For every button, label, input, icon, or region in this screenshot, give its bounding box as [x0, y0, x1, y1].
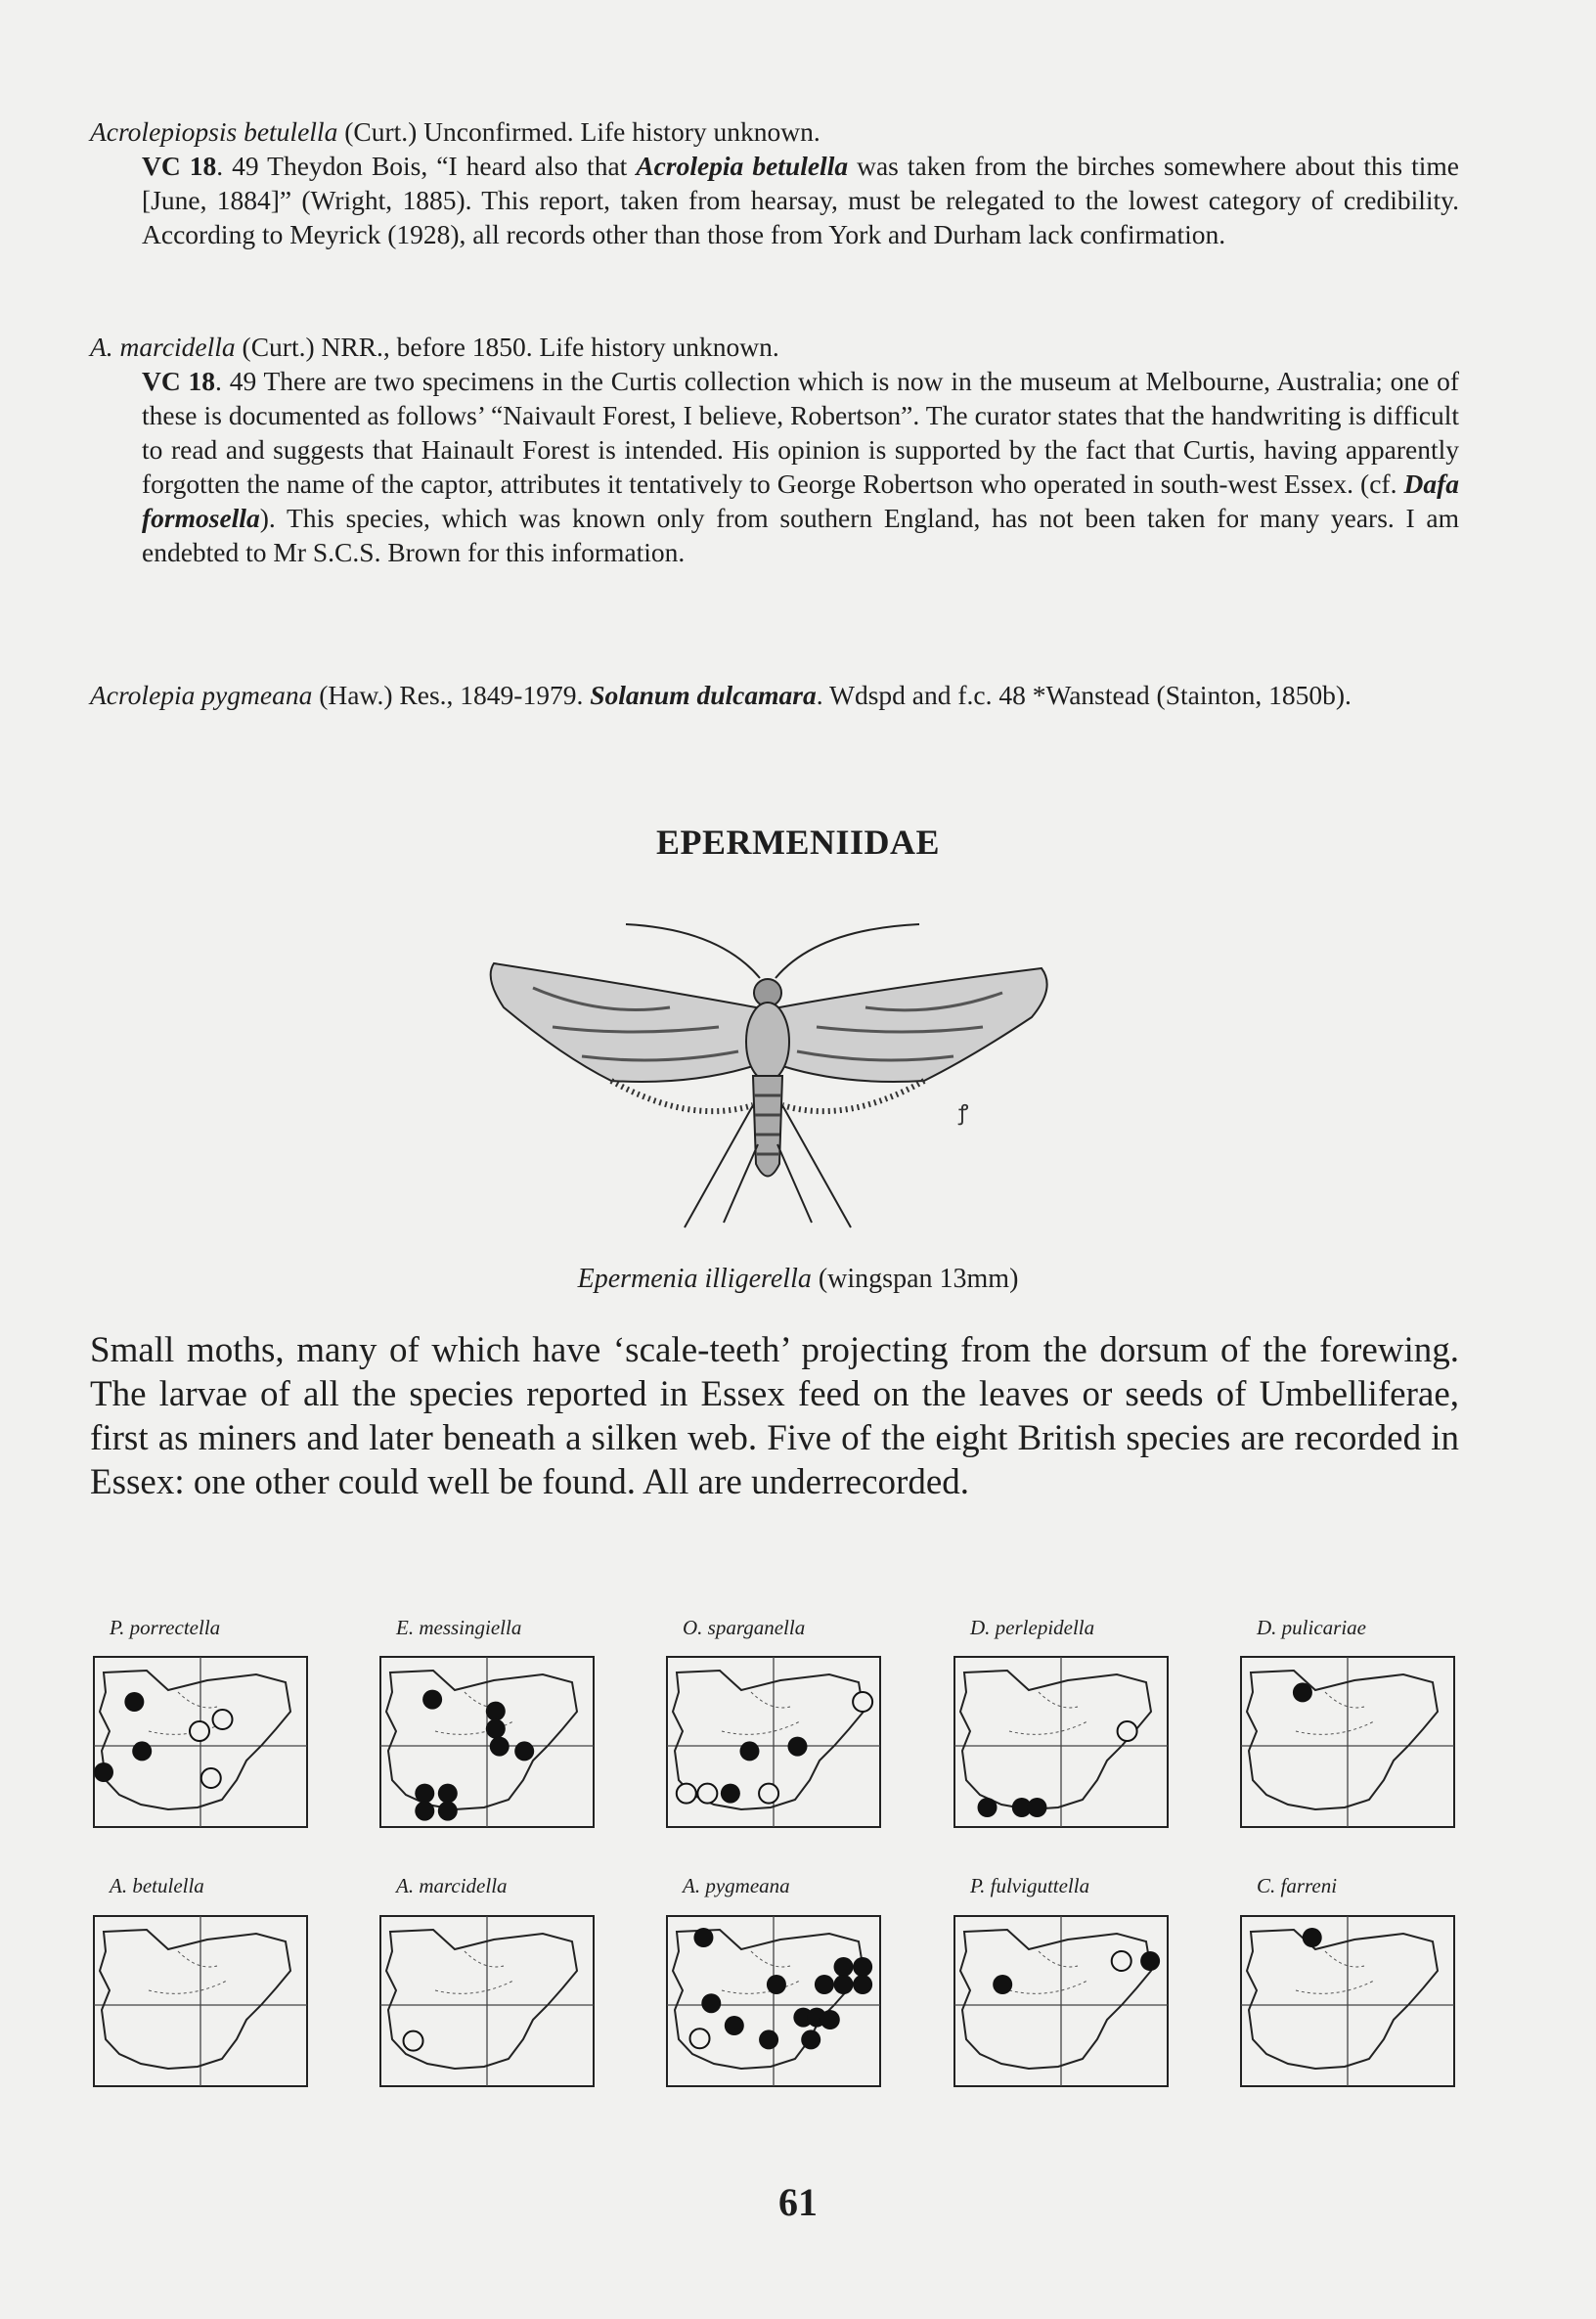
distribution-map — [377, 1653, 603, 1831]
record-dot-recent — [94, 1762, 113, 1782]
record-dot-old — [690, 2029, 710, 2048]
body-text: . 49 There are two specimens in the Curtis collection which is now in the museum at Melbourne, Australia; one of these is documented as follows’ “Naivault Forest, I believe, Robertson”. The curator states that the handwriting is difficult to read and suggests that Hainault Forest is intended. His opinion is supported by the fact that Curtis, having apparently forgotten the name of the captor, attributes it tentatively to George Robertson who operated in south-west Essex. (cf. — [142, 366, 1459, 499]
record-dot-recent — [801, 2029, 820, 2049]
record-dot-recent — [739, 1741, 759, 1761]
vice-county: VC 18 — [142, 151, 217, 181]
record-dot-recent — [486, 1702, 506, 1721]
record-dot-recent — [978, 1798, 998, 1817]
map-label: A. betulella — [110, 1874, 204, 1897]
distribution-map — [377, 1912, 603, 2090]
record-dot-recent — [834, 1957, 854, 1977]
vice-county-boundary — [435, 1951, 513, 1993]
record-dot-recent — [1293, 1682, 1312, 1702]
record-dot-recent — [438, 1802, 458, 1821]
record-dot-recent — [820, 2010, 840, 2029]
species-ref: Acrolepia betulella — [636, 151, 849, 181]
record-dot-recent — [490, 1737, 510, 1757]
record-dot-old — [677, 1784, 696, 1804]
record-dot-recent — [701, 1993, 721, 2013]
entry-body — [90, 364, 1459, 569]
record-dot-recent — [486, 1719, 506, 1739]
record-dot-recent — [853, 1975, 872, 1994]
status-text: (Haw.) Res., 1849-1979. — [312, 680, 591, 710]
vice-county-boundary — [149, 1951, 227, 1993]
species-entry-marcidella — [90, 330, 1459, 569]
record-dot-old — [404, 2031, 423, 2051]
map-label: P. fulviguttella — [970, 1874, 1090, 1897]
record-dot-old — [213, 1710, 233, 1729]
record-dot-recent — [514, 1741, 534, 1761]
species-ref: Dafa formosella — [142, 468, 1459, 533]
county-outline — [1247, 1671, 1438, 1809]
record-dot-recent — [1303, 1928, 1322, 1947]
map-label: P. porrectella — [110, 1616, 221, 1639]
vice-county-boundary — [1296, 1951, 1374, 1993]
distribution-map — [90, 1653, 317, 1831]
species-name: Acrolepia pygmeana — [90, 680, 313, 710]
record-dot-old — [1112, 1951, 1131, 1971]
record-dot-recent — [1027, 1798, 1046, 1817]
distribution-map — [663, 1912, 890, 2090]
record-dot-recent — [1140, 1951, 1160, 1971]
body-text: ). This species, which was known only from southern England, has not been taken for many years. I am endebted to Mr S.C.S. Brown for this information. — [142, 503, 1459, 567]
record-dot-old — [201, 1768, 221, 1788]
entry-heading — [90, 114, 1459, 149]
vice-county: VC 18 — [142, 366, 216, 396]
distribution-map — [1237, 1653, 1464, 1831]
record-dot-recent — [834, 1975, 854, 1994]
entry-heading — [90, 678, 1459, 712]
distribution-map — [1237, 1912, 1464, 2090]
record-dot-recent — [438, 1784, 458, 1804]
map-label: E. messingiella — [396, 1616, 522, 1639]
record-dot-recent — [124, 1692, 144, 1712]
moth-illustration — [474, 910, 1061, 1242]
family-heading: EPERMENIIDAE — [655, 823, 941, 862]
record-dot-old — [1118, 1721, 1137, 1741]
record-dot-old — [697, 1784, 717, 1804]
caption-species: Epermenia illigerella — [577, 1264, 812, 1294]
body-text: was taken from the birches somewhere about this time [June, 1884]” (Wright, 1885). This report, taken from hearsay, must be relegated to the lowest category of credibility. According to Meyrick (1928), all records other than those from York and Durham lack confirmation. — [142, 151, 1459, 249]
map-label: O. sparganella — [683, 1616, 806, 1639]
entry-heading — [90, 330, 1459, 364]
page-number: 61 — [778, 2180, 818, 2224]
species-name: A. marcidella — [90, 332, 236, 362]
record-dot-old — [759, 1784, 778, 1804]
distribution-map — [663, 1653, 890, 1831]
record-dot-old — [853, 1692, 872, 1712]
status-text: . Wdspd and f.c. 48 *Wanstead (Stainton, 1850b). — [816, 680, 1352, 710]
artist-monogram: ꝭ — [958, 1100, 969, 1125]
county-outline — [386, 1671, 577, 1809]
record-dot-recent — [415, 1802, 434, 1821]
distribution-map — [951, 1912, 1177, 2090]
record-dot-old — [190, 1721, 209, 1741]
distribution-map — [951, 1653, 1177, 1831]
status-text: NRR., before 1850. Life history unknown. — [321, 332, 779, 362]
map-label: D. perlepidella — [970, 1616, 1095, 1639]
status-text: Unconfirmed. Life history unknown. — [423, 116, 820, 147]
species-entry-pygmeana — [90, 678, 1459, 712]
entry-body — [90, 149, 1459, 251]
record-dot-recent — [853, 1957, 872, 1977]
record-dot-recent — [725, 2016, 744, 2035]
map-label: D. pulicariae — [1257, 1616, 1366, 1639]
map-label: A. pygmeana — [683, 1874, 790, 1897]
county-outline — [1247, 1930, 1438, 2069]
species-entry-betulella — [90, 114, 1459, 251]
body-text: . 49 Theydon Bois, “I heard also that — [216, 151, 637, 181]
family-introduction: Small moths, many of which have ‘scale-teeth’ projecting from the dorsum of the forewing. The larvae of all the species reported in Essex feed on the leaves or seeds of Umbelliferae, first as miners and later beneath a silken web. Five of the eight British species are recorded in Essex: one other could well be found. All are underrecorded. — [90, 1330, 1459, 1502]
record-dot-recent — [767, 1975, 786, 1994]
record-dot-recent — [132, 1741, 152, 1761]
foodplant: Solanum dulcamara — [590, 680, 817, 710]
record-dot-recent — [693, 1928, 713, 1947]
figure-caption — [0, 1264, 1596, 1295]
authority: (Curt.) — [235, 332, 322, 362]
record-dot-recent — [415, 1784, 434, 1804]
authority: (Curt.) — [337, 116, 424, 147]
record-dot-recent — [993, 1975, 1012, 1994]
record-dot-recent — [815, 1975, 834, 1994]
map-label: C. farreni — [1257, 1874, 1338, 1897]
map-label: A. marcidella — [396, 1874, 508, 1897]
vice-county-boundary — [1009, 1692, 1087, 1734]
record-dot-recent — [422, 1690, 442, 1710]
record-dot-recent — [721, 1784, 740, 1804]
vice-county-boundary — [1009, 1951, 1087, 1993]
vice-county-boundary — [722, 1692, 800, 1734]
distribution-map — [90, 1912, 317, 2090]
record-dot-recent — [759, 2029, 778, 2049]
caption-note: (wingspan 13mm) — [811, 1264, 1019, 1294]
county-outline — [100, 1930, 290, 2069]
record-dot-recent — [787, 1737, 807, 1757]
vice-county-boundary — [722, 1951, 800, 1993]
species-name: Acrolepiopsis betulella — [90, 116, 338, 147]
